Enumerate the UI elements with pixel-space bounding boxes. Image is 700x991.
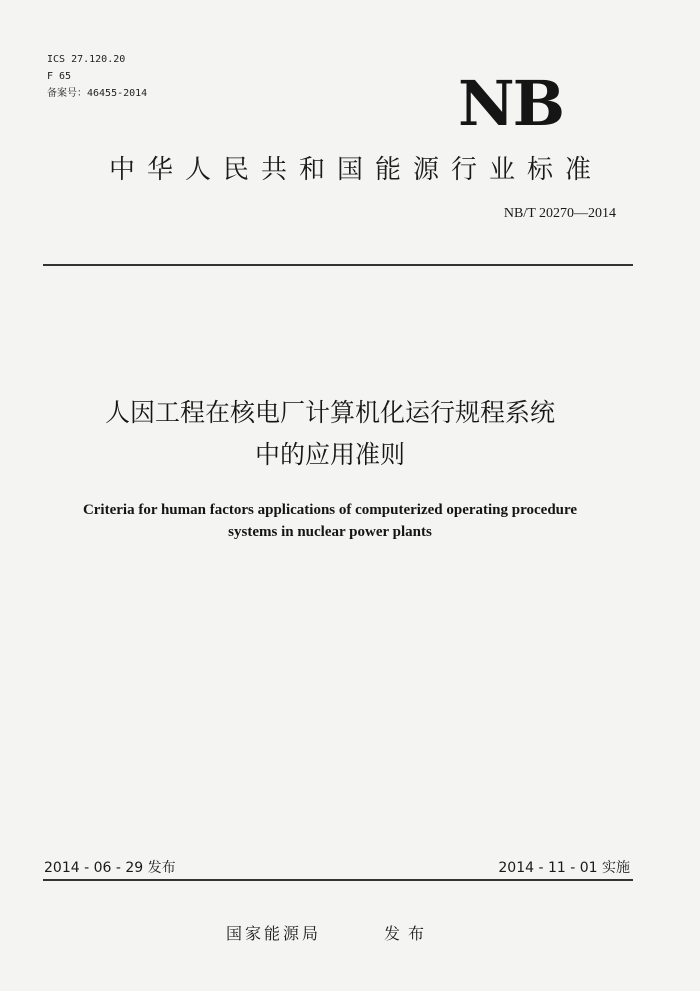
publish-label: 发布 [384, 924, 433, 943]
chinese-title-line-1: 人因工程在核电厂计算机化运行规程系统 [104, 398, 555, 427]
implementation-date: 2014 - 11 - 01 实施 [498, 860, 630, 876]
classification-block [47, 51, 147, 102]
chinese-title [0, 392, 660, 476]
standard-category-title: 中华人民共和国能源行业标准 [108, 155, 603, 185]
english-title-line-1: Criteria for human factors applications of computerized operating procedure [82, 502, 578, 518]
english-title [0, 499, 660, 543]
record-number: 备案号：46455-2014 [47, 88, 148, 99]
bottom-divider [43, 879, 633, 881]
nb-logo: NB [458, 67, 564, 140]
ics-code: ICS 27.120.20 [47, 54, 126, 65]
top-divider [43, 264, 633, 266]
issue-date: 2014 - 06 - 29 发布 [44, 860, 176, 876]
classification-code: F 65 [47, 71, 72, 82]
standard-number: NB/T 20270—2014 [503, 206, 616, 221]
chinese-title-line-2: 中的应用准则 [254, 440, 405, 469]
english-title-line-2: systems in nuclear power plants [228, 524, 432, 540]
publisher-name: 国家能源局 [226, 924, 322, 943]
